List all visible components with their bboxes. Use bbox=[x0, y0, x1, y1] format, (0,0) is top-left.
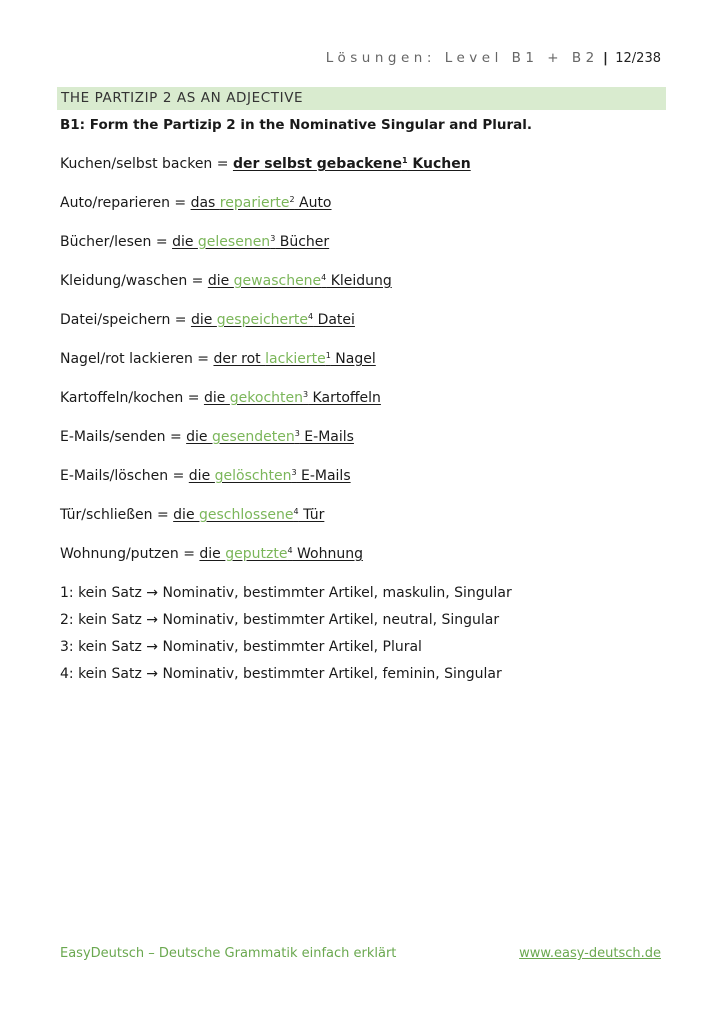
exercise-line bbox=[60, 429, 354, 445]
exercise-prompt: Kleidung/waschen = bbox=[60, 273, 208, 289]
exercise-prompt: Tür/schließen = bbox=[60, 507, 174, 523]
answer-article: der selbst bbox=[232, 156, 317, 172]
answer-participle: reparierte bbox=[219, 195, 290, 211]
answer-article: der rot bbox=[213, 351, 266, 367]
answer-participle: gelesenen bbox=[197, 234, 271, 250]
answer-noun: Tür bbox=[298, 507, 325, 523]
legend-line: 4: kein Satz → Nominativ, bestimmter Artikel, feminin, Singular bbox=[60, 666, 502, 682]
exercise-line bbox=[60, 546, 363, 562]
section-bar bbox=[57, 87, 666, 110]
section-title: THE PARTIZIP 2 AS AN ADJECTIVE bbox=[61, 90, 304, 106]
legend-line: 3: kein Satz → Nominativ, bestimmter Artikel, Plural bbox=[60, 639, 422, 655]
answer-participle: gelöschten bbox=[214, 468, 292, 484]
answer-article: die bbox=[207, 273, 234, 289]
answer-article: das bbox=[190, 195, 220, 211]
task-heading: B1: Form the Partizip 2 in the Nominative Singular and Plural. bbox=[60, 117, 533, 133]
exercise-answer bbox=[204, 390, 381, 406]
answer-participle: gekochten bbox=[229, 390, 304, 406]
page-number: 12/238 bbox=[615, 51, 661, 66]
exercise-answer bbox=[199, 546, 363, 562]
answer-participle: gesendeten bbox=[211, 429, 295, 445]
answer-noun: E-Mails bbox=[299, 429, 354, 445]
exercise-answer bbox=[191, 312, 355, 328]
answer-noun: Datei bbox=[313, 312, 355, 328]
level-label: Lösungen: Level B1 + B2 bbox=[325, 50, 599, 66]
exercise-line bbox=[60, 390, 381, 406]
exercise-prompt: Nagel/rot lackieren = bbox=[60, 351, 214, 367]
answer-article: die bbox=[172, 234, 198, 250]
answer-noun: Nagel bbox=[330, 351, 376, 367]
answer-article: die bbox=[188, 468, 215, 484]
exercise-answer bbox=[233, 156, 471, 172]
exercise-answer bbox=[173, 507, 324, 523]
exercise-prompt: Auto/reparieren = bbox=[60, 195, 191, 211]
exercise-line bbox=[60, 468, 351, 484]
answer-article: die bbox=[173, 507, 200, 523]
exercise-prompt: Kartoffeln/kochen = bbox=[60, 390, 204, 406]
footnote-marker: 3 bbox=[270, 234, 276, 243]
footer-link[interactable]: www.easy-deutsch.de bbox=[519, 946, 661, 961]
answer-noun: E-Mails bbox=[296, 468, 351, 484]
exercise-line bbox=[60, 156, 471, 172]
answer-article: die bbox=[186, 429, 212, 445]
exercise-line bbox=[60, 234, 329, 250]
footnote-marker: 1 bbox=[401, 156, 408, 165]
exercise-line bbox=[60, 507, 324, 523]
exercise-answer bbox=[213, 351, 375, 367]
legend-line: 2: kein Satz → Nominativ, bestimmter Artikel, neutral, Singular bbox=[60, 612, 500, 628]
exercise-prompt: Wohnung/putzen = bbox=[60, 546, 200, 562]
exercise-line bbox=[60, 351, 376, 367]
answer-article: die bbox=[199, 546, 226, 562]
exercise-line bbox=[60, 195, 332, 211]
answer-noun: Auto bbox=[294, 195, 332, 211]
exercise-prompt: E-Mails/löschen = bbox=[60, 468, 189, 484]
answer-noun: Kartoffeln bbox=[308, 390, 381, 406]
exercise-answer bbox=[172, 234, 329, 250]
answer-noun: Bücher bbox=[275, 234, 330, 250]
answer-participle: lackierte bbox=[265, 351, 326, 367]
footnote-marker: 3 bbox=[303, 390, 309, 399]
answer-participle: geputzte bbox=[225, 546, 288, 562]
exercise-answer bbox=[189, 468, 351, 484]
exercise-prompt: Bücher/lesen = bbox=[60, 234, 173, 250]
footnote-marker: 4 bbox=[287, 546, 293, 555]
footnote-marker: 3 bbox=[294, 429, 300, 438]
answer-noun: Kleidung bbox=[326, 273, 392, 289]
answer-participle: geschlossene bbox=[199, 507, 294, 523]
footnote-marker: 4 bbox=[293, 507, 299, 516]
exercise-prompt: Datei/speichern = bbox=[60, 312, 191, 328]
exercise-answer bbox=[191, 195, 332, 211]
footnote-marker: 4 bbox=[308, 312, 314, 321]
footnote-marker: 3 bbox=[291, 468, 297, 477]
exercise-prompt: Kuchen/selbst backen = bbox=[60, 156, 233, 172]
exercise-answer bbox=[186, 429, 354, 445]
header-separator: | bbox=[603, 50, 608, 66]
answer-participle: gewaschene bbox=[233, 273, 322, 289]
exercise-prompt: E-Mails/senden = bbox=[60, 429, 187, 445]
exercise-line bbox=[60, 312, 355, 328]
footer-tagline: EasyDeutsch – Deutsche Grammatik einfach erklärt bbox=[60, 946, 397, 961]
page-header bbox=[326, 50, 661, 66]
answer-article: die bbox=[190, 312, 217, 328]
exercise-answer bbox=[208, 273, 392, 289]
legend-line: 1: kein Satz → Nominativ, bestimmter Artikel, maskulin, Singular bbox=[60, 585, 512, 601]
answer-noun: Wohnung bbox=[292, 546, 363, 562]
answer-participle: gespeicherte bbox=[216, 312, 309, 328]
footnote-marker: 2 bbox=[289, 195, 295, 204]
footnote-marker: 1 bbox=[325, 351, 331, 360]
footnote-marker: 4 bbox=[321, 273, 327, 282]
answer-noun: Kuchen bbox=[407, 156, 471, 172]
exercise-line bbox=[60, 273, 392, 289]
answer-article: die bbox=[203, 390, 230, 406]
answer-participle: gebackene bbox=[316, 156, 402, 172]
